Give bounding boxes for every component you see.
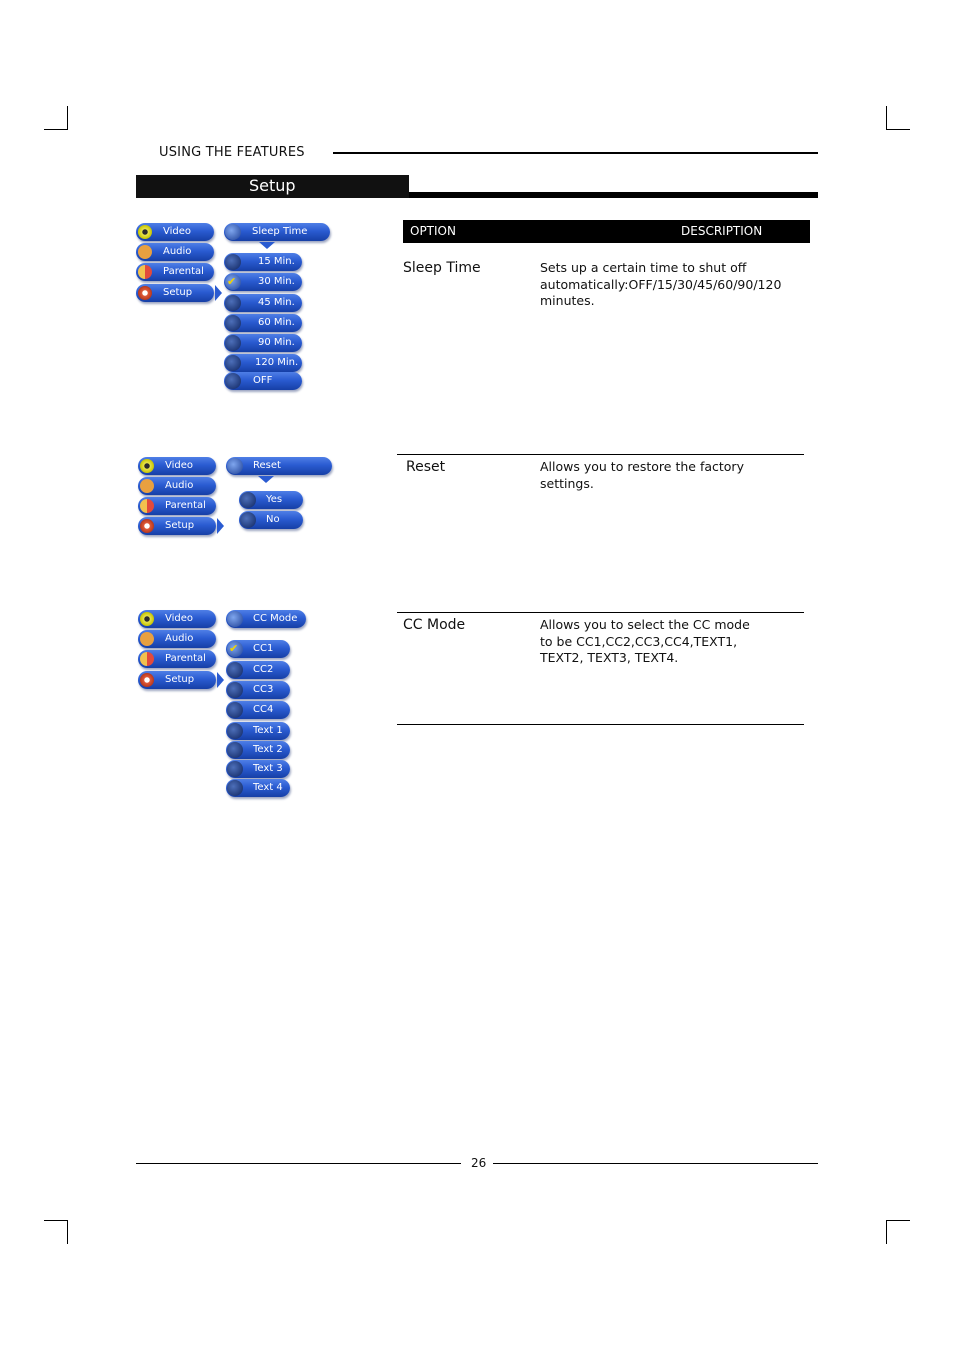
menu-item-parental[interactable]: Parental xyxy=(136,263,214,281)
menu-item-audio[interactable]: Audio xyxy=(138,630,216,648)
crop-mark-top-right xyxy=(886,129,910,130)
crop-mark-bottom-right xyxy=(886,1220,887,1244)
crop-mark-top-left xyxy=(44,129,68,130)
sleep-option[interactable]: 60 Min. xyxy=(224,314,302,332)
family-icon xyxy=(140,652,154,666)
cc-option[interactable]: Text 3 xyxy=(226,760,290,778)
reset-option-yes[interactable]: Yes xyxy=(239,491,303,509)
gear-icon xyxy=(140,673,154,687)
cc-option[interactable]: CC3 xyxy=(226,681,290,699)
speaker-icon xyxy=(140,632,154,646)
menu-item-audio[interactable]: Audio xyxy=(138,477,216,495)
option-sleep-time: Sleep Time xyxy=(403,260,481,276)
menu-item-video[interactable]: Video xyxy=(138,457,216,475)
header-rule xyxy=(333,152,818,154)
family-icon xyxy=(138,265,152,279)
submenu-title-sleep-time: Sleep Time xyxy=(224,223,330,241)
cc-option[interactable]: Text 2 xyxy=(226,741,290,759)
chevron-down-icon xyxy=(259,242,275,249)
menu-item-video[interactable]: Video xyxy=(136,223,214,241)
chevron-down-icon xyxy=(258,476,274,483)
arrow-right-icon xyxy=(217,518,224,534)
menu-item-video[interactable]: Video xyxy=(138,610,216,628)
cc-option[interactable]: Text 1 xyxy=(226,722,290,740)
row-separator xyxy=(397,724,804,725)
row-separator xyxy=(397,612,804,613)
cc-option[interactable]: CC4 xyxy=(226,701,290,719)
speaker-icon xyxy=(140,479,154,493)
footer-rule-left xyxy=(136,1163,461,1164)
arrow-right-icon xyxy=(215,285,222,301)
col-option-header: OPTION xyxy=(410,224,456,238)
arrow-right-icon xyxy=(217,672,224,688)
sleep-option[interactable]: OFF xyxy=(224,372,302,390)
gear-icon xyxy=(140,519,154,533)
menu-item-setup[interactable]: Setup xyxy=(136,284,214,302)
footer-rule-right xyxy=(493,1163,818,1164)
cc-option[interactable]: CC2 xyxy=(226,661,290,679)
sleep-option[interactable]: 120 Min. xyxy=(224,354,302,372)
cc-option[interactable]: ✔ CC1 xyxy=(226,640,290,658)
gear-icon xyxy=(138,286,152,300)
section-header: USING THE FEATURES xyxy=(159,145,305,160)
page-number: 26 xyxy=(471,1156,487,1170)
row-separator xyxy=(397,454,804,455)
sleep-option[interactable]: 45 Min. xyxy=(224,294,302,312)
crop-mark-bottom-left xyxy=(44,1220,68,1221)
crop-mark-top-left xyxy=(67,106,68,130)
option-reset: Reset xyxy=(406,459,446,475)
menu-item-parental[interactable]: Parental xyxy=(138,497,216,515)
crop-mark-bottom-left xyxy=(67,1220,68,1244)
checkmark-icon: ✔ xyxy=(229,642,239,655)
cc-option[interactable]: Text 4 xyxy=(226,779,290,797)
menu-item-parental[interactable]: Parental xyxy=(138,650,216,668)
menu-item-audio[interactable]: Audio xyxy=(136,243,214,261)
family-icon xyxy=(140,499,154,513)
option-cc-mode: CC Mode xyxy=(403,617,466,633)
crop-mark-top-right xyxy=(886,106,887,130)
col-description-header: DESCRIPTION xyxy=(681,224,763,238)
menu-item-setup[interactable]: Setup xyxy=(138,671,216,689)
reset-option-no[interactable]: No xyxy=(239,511,303,529)
sleep-option[interactable]: 90 Min. xyxy=(224,334,302,352)
sleep-option[interactable]: 15 Min. xyxy=(224,253,302,271)
speaker-icon xyxy=(138,245,152,259)
crop-mark-bottom-right xyxy=(886,1220,910,1221)
description-cc-mode: Allows you to select the CC mode to be CC1,CC2,CC3,CC4,TEXT1, TEXT2, TEXT3, TEXT4. xyxy=(540,617,750,665)
page-title: Setup xyxy=(249,176,296,195)
eye-icon xyxy=(138,225,152,239)
checkmark-icon: ✔ xyxy=(227,275,237,288)
submenu-title-reset: Reset xyxy=(226,457,332,475)
table-header xyxy=(403,220,810,243)
submenu-title-cc-mode: CC Mode xyxy=(226,610,306,628)
eye-icon xyxy=(140,459,154,473)
description-reset: Allows you to restore the factory settings. xyxy=(540,459,744,491)
sleep-option[interactable]: ✔ 30 Min. xyxy=(224,273,302,291)
eye-icon xyxy=(140,612,154,626)
menu-item-setup[interactable]: Setup xyxy=(138,517,216,535)
title-rule xyxy=(409,192,818,198)
description-sleep-time: Sets up a certain time to shut off automatically:OFF/15/30/45/60/90/120 minutes. xyxy=(540,260,782,308)
